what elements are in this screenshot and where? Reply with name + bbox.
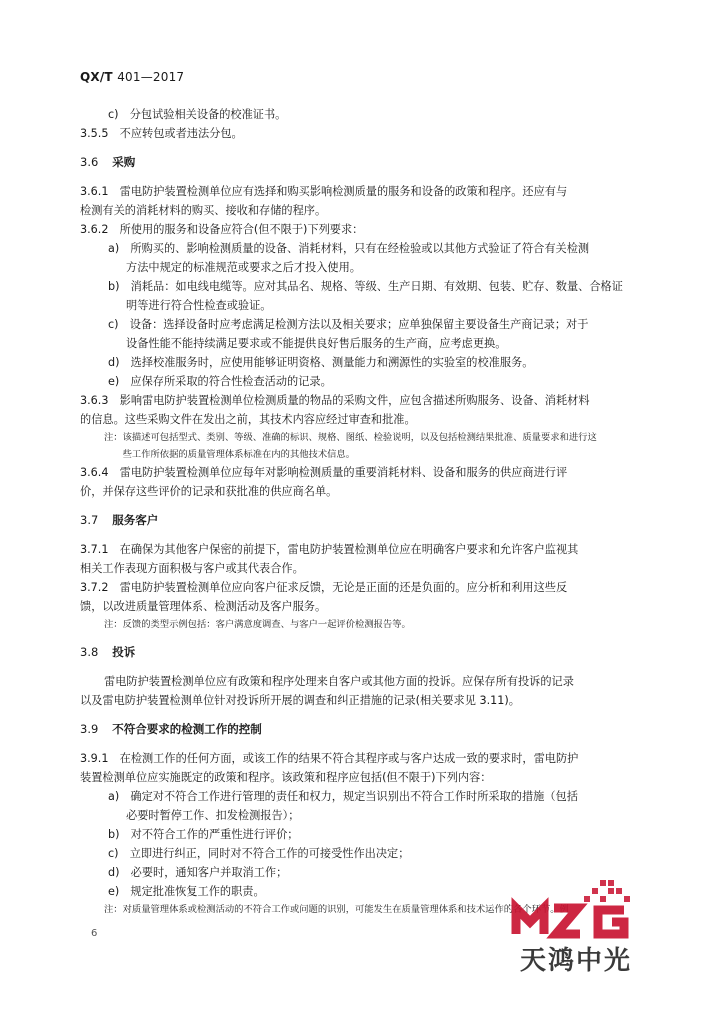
spacer [80, 172, 652, 182]
note-line: 注：反馈的类型示例包括：客户满意度调查、与客户一起评价检测报告等。 [104, 619, 411, 630]
standard-prefix: QX/T [80, 70, 113, 84]
text-line: 3.6.1 雷电防护装置检测单位应有选择和购买影响检测质量的服务和设备的政策和程序。还应有与 [80, 185, 568, 198]
note-line: 注：该描述可包括型式、类别、等级、准确的标识、规格、图纸、检验说明，以及包括检测结果批准、质量要求和进行这 [104, 432, 597, 443]
section-heading [80, 511, 652, 530]
text-line: 3.6.3 影响雷电防护装置检测单位检测质量的物品的采购文件，应包含描述所购服务、设备、消耗材料 [80, 394, 590, 407]
text-line: 雷电防护装置检测单位应有政策和程序处理来自客户或其他方面的投诉。应保存所有投诉的记录 [104, 675, 574, 688]
text-line: 3.6.2 所使用的服务和设备应符合(但不限于)下列要求： [80, 223, 364, 236]
section-title: 投诉 [112, 645, 136, 659]
section-title: 服务客户 [112, 513, 159, 527]
text-line: b) 消耗品：如电线电缆等。应对其品名、规格、等级、生产日期、有效期、包装、贮存、数量、合格证 [108, 280, 623, 293]
page-number: 6 [91, 928, 98, 939]
spacer [80, 501, 652, 511]
text-line: 3.5.5 不应转包或者违法分包。 [80, 127, 243, 140]
spacer [80, 530, 652, 540]
section-heading [80, 153, 652, 172]
spacer [80, 633, 652, 643]
text-line: 的信息。这些采购文件在发出之前，其技术内容应经过审查和批准。 [80, 413, 416, 426]
text-line: 相关工作表现方面积极与客户或其代表合作。 [80, 562, 304, 575]
spacer [80, 739, 652, 749]
watermark-logo-text: 天鸿中光 [520, 946, 633, 976]
note-line: 些工作所依据的质量管理体系标准在内的其他技术信息。 [104, 449, 356, 460]
standard-header [80, 70, 184, 84]
note-line: 注：对质量管理体系或检测活动的不符合工作或问题的识别，可能发生在质量管理体系和技术运作的各个环节。例 [104, 904, 569, 915]
section-number: 3.9 [80, 722, 99, 736]
text-line: d) 选择校准服务时，应使用能够证明资格、测量能力和溯源性的实验室的校准服务。 [108, 356, 534, 369]
text-line: 检测有关的消耗材料的购买、接收和存储的程序。 [80, 204, 327, 217]
text-line: d) 必要时，通知客户并取消工作； [108, 866, 288, 879]
spacer [80, 710, 652, 720]
text-line: 3.6.4 雷电防护装置检测单位应每年对影响检测质量的重要消耗材料、设备和服务的供应商进行评 [80, 466, 568, 479]
text-line: e) 规定批准恢复工作的职责。 [108, 885, 265, 898]
section-number: 3.6 [80, 155, 99, 169]
text-line: 价，并保存这些评价的记录和获批准的供应商名单。 [80, 485, 338, 498]
text-line: b) 对不符合工作的严重性进行评价； [108, 828, 299, 841]
text-line: e) 应保存所采取的符合性检查活动的记录。 [108, 375, 332, 388]
text-line: a) 确定对不符合工作进行管理的责任和权力，规定当识别出不符合工作时所采取的措施（包括 [108, 790, 578, 803]
text-line: c) 立即进行纠正，同时对不符合工作的可接受性作出决定； [108, 847, 410, 860]
text-line: 装置检测单位应实施既定的政策和程序。该政策和程序应包括(但不限于)下列内容： [80, 771, 492, 784]
text-line: a) 所购买的、影响检测质量的设备、消耗材料，只有在经检验或以其他方式验证了符合有关检测 [108, 242, 590, 255]
document-body [80, 105, 652, 918]
section-number: 3.7 [80, 513, 99, 527]
text-line: 馈，以改进质量管理体系、检测活动及客户服务。 [80, 600, 327, 613]
section-heading [80, 720, 652, 739]
text-line: 3.9.1 在检测工作的任何方面，或该工作的结果不符合其程序或与客户达成一致的要求时，雷电防护 [80, 752, 579, 765]
section-heading [80, 643, 652, 662]
spacer [80, 143, 652, 153]
text-line: 明等进行符合性检查或验证。 [126, 299, 272, 312]
standard-number: 401—2017 [117, 70, 185, 84]
text-line: 以及雷电防护装置检测单位针对投诉所开展的调查和纠正措施的记录(相关要求见 3.11)。 [80, 694, 520, 707]
section-number: 3.8 [80, 645, 99, 659]
text-line: 方法中规定的标准规范或要求之后才投入使用。 [126, 261, 361, 274]
text-line: c) 设备：选择设备时应考虑满足检测方法以及相关要求；应单独保留主要设备生产商记录；对于 [108, 318, 589, 331]
text-line: 必要时暂停工作、扣发检测报告）； [126, 809, 300, 822]
spacer [80, 662, 652, 672]
text-line: c) 分包试验相关设备的校准证书。 [108, 108, 287, 121]
section-title: 采购 [112, 155, 136, 169]
text-line: 设备性能不能持续满足要求或不能提供良好售后服务的生产商，应考虑更换。 [126, 337, 507, 350]
text-line: 3.7.1 在确保为其他客户保密的前提下，雷电防护装置检测单位应在明确客户要求和允许客户监视其 [80, 543, 579, 556]
section-title: 不符合要求的检测工作的控制 [112, 722, 262, 736]
text-line: 3.7.2 雷电防护装置检测单位应向客户征求反馈，无论是正面的还是负面的。应分析和利用这些反 [80, 581, 568, 594]
